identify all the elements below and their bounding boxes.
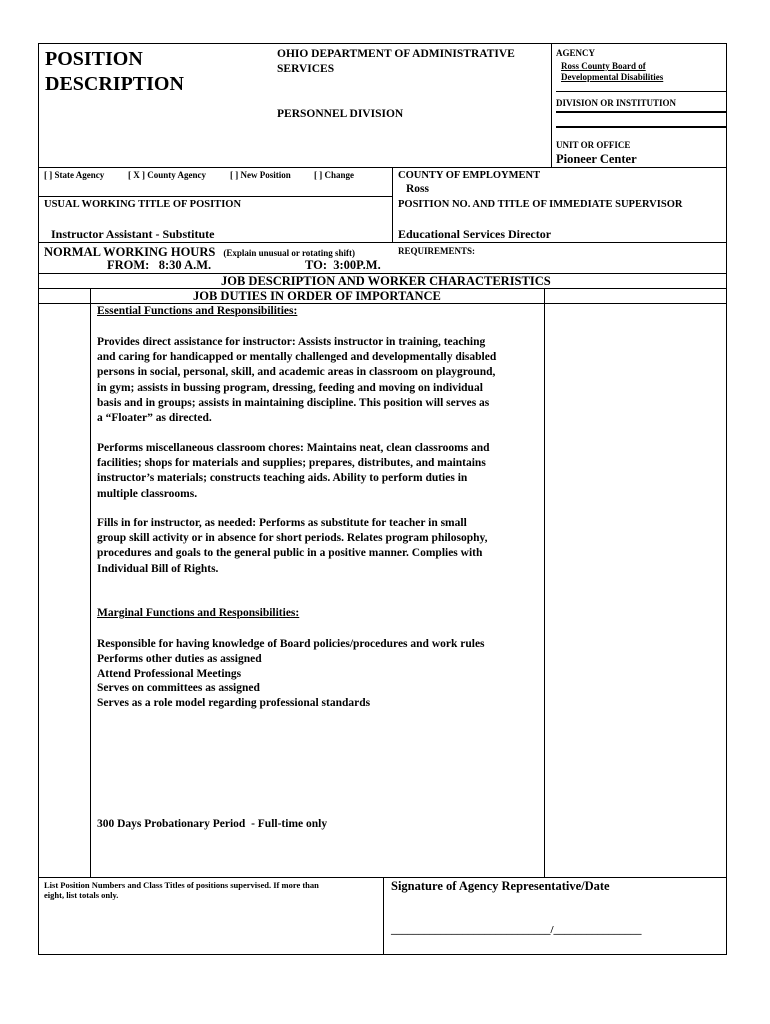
duties-title: JOB DUTIES IN ORDER OF IMPORTANCE: [193, 289, 441, 303]
frame-left: [38, 43, 39, 954]
supervisor-value: Educational Services Director: [398, 227, 552, 241]
agency-underline: [556, 91, 726, 92]
marginal-heading: Marginal Functions and Responsibilities:: [97, 607, 300, 619]
division-name: PERSONNEL DIVISION: [277, 108, 404, 120]
marginal-list: [97, 637, 542, 711]
checkbox-state-agency[interactable]: [ ] State Agency: [44, 170, 105, 180]
frame-top: [38, 43, 727, 44]
hours-label: NORMAL WORKING HOURS: [44, 245, 216, 259]
working-title-label: USUAL WORKING TITLE OF POSITION: [44, 199, 242, 210]
paragraph-classroom-chores: [97, 441, 542, 502]
probation-note: 300 Days Probationary Period - Full-time only: [97, 818, 328, 830]
department-line1: OHIO DEPARTMENT OF ADMINISTRATIVE: [277, 48, 515, 60]
paragraph-line: in gym; assists in bussing program, dressing, feeding and moving on individual: [97, 381, 483, 394]
department-line2: SERVICES: [277, 63, 335, 75]
agency-line1: Ross County Board of: [561, 61, 646, 71]
form-title-line2: DESCRIPTION: [45, 73, 184, 95]
hours-from: FROM: 8:30 A.M.: [107, 258, 212, 272]
agency-label: AGENCY: [556, 48, 596, 58]
county-divider: [392, 167, 393, 242]
supervised-line2: eight, list totals only.: [44, 890, 119, 900]
supervised-line1: List Position Numbers and Class Titles of positions supervised. If more than: [44, 880, 319, 890]
agency-divider: [551, 43, 552, 167]
form-title-line1: POSITION: [45, 48, 143, 70]
list-item: Serves on committees as assigned: [97, 682, 260, 695]
requirements-label: REQUIREMENTS:: [398, 246, 476, 256]
paragraph-line: facilities; shops for materials and supplies; prepares, distributes, and maintains: [97, 457, 486, 470]
county-label: COUNTY OF EMPLOYMENT: [398, 170, 541, 181]
working-title-value: Instructor Assistant - Substitute: [51, 227, 215, 241]
checkbox-row-bottom: [38, 196, 393, 197]
paragraph-line: multiple classrooms.: [97, 487, 198, 500]
section-title: JOB DESCRIPTION AND WORKER CHARACTERISTICS: [221, 274, 551, 288]
agency-line2: Developmental Disabilities: [561, 72, 664, 82]
unit-value: Pioneer Center: [556, 152, 637, 166]
county-value: Ross: [406, 183, 430, 195]
paragraph-direct-assistance: [97, 335, 542, 426]
essential-heading: Essential Functions and Responsibilities:: [97, 305, 298, 317]
duties-left-column: [90, 288, 91, 878]
signature-label: Signature of Agency Representative/Date: [391, 879, 610, 893]
paragraph-line: Fills in for instructor, as needed: Performs as substitute for teacher in small: [97, 517, 467, 529]
signature-field[interactable]: _____________________________/________________: [391, 924, 642, 936]
unit-line: [556, 126, 726, 128]
frame-bottom: [38, 954, 727, 955]
hours-to: TO: 3:00P.M.: [305, 258, 381, 272]
header-bottom: [38, 167, 727, 168]
paragraph-line: group skill activity or in absence for short periods. Relates program philosophy,: [97, 532, 488, 545]
division-label: DIVISION OR INSTITUTION: [556, 98, 677, 108]
list-item: Attend Professional Meetings: [97, 667, 242, 680]
checkbox-change[interactable]: [ ] Change: [314, 170, 354, 180]
paragraph-fills-in: [97, 516, 542, 577]
paragraph-line: procedures and goals to the general public in a positive manner. Complies with: [97, 547, 483, 560]
list-item: Performs other duties as assigned: [97, 652, 262, 665]
checkbox-new-position[interactable]: [ ] New Position: [230, 170, 291, 180]
paragraph-line: Individual Bill of Rights.: [97, 562, 219, 575]
list-item: Responsible for having knowledge of Board policies/procedures and work rules: [97, 638, 485, 650]
paragraph-line: Performs miscellaneous classroom chores: Maintains neat, clean classrooms and: [97, 442, 490, 454]
hours-note: (Explain unusual or rotating shift): [223, 248, 356, 258]
list-item: Serves as a role model regarding professional standards: [97, 697, 371, 710]
paragraph-line: persons in social, personal, skill, and academic areas in classroom on playground,: [97, 366, 496, 379]
paragraph-line: Provides direct assistance for instructor: Assists instructor in training, teaching: [97, 336, 486, 348]
unit-label: UNIT OR OFFICE: [556, 140, 631, 150]
supervised-positions-note: [44, 880, 380, 900]
paragraph-line: and caring for handicapped or mentally challenged and developmentally disabled: [97, 351, 497, 364]
paragraph-line: instructor’s materials; constructs teaching aids. Ability to perform duties in: [97, 472, 468, 485]
paragraph-line: basis and in groups; assists in maintaining discipline. This position will serves as: [97, 396, 490, 409]
paragraph-line: a “Floater” as directed.: [97, 412, 212, 425]
supervisor-label: POSITION NO. AND TITLE OF IMMEDIATE SUPERVISOR: [398, 199, 683, 210]
footer-divider: [383, 877, 384, 954]
frame-right: [726, 43, 727, 954]
duties-right-column: [544, 288, 545, 878]
division-underline: [556, 111, 726, 113]
checkbox-county-agency[interactable]: [ X ] County Agency: [128, 170, 206, 180]
